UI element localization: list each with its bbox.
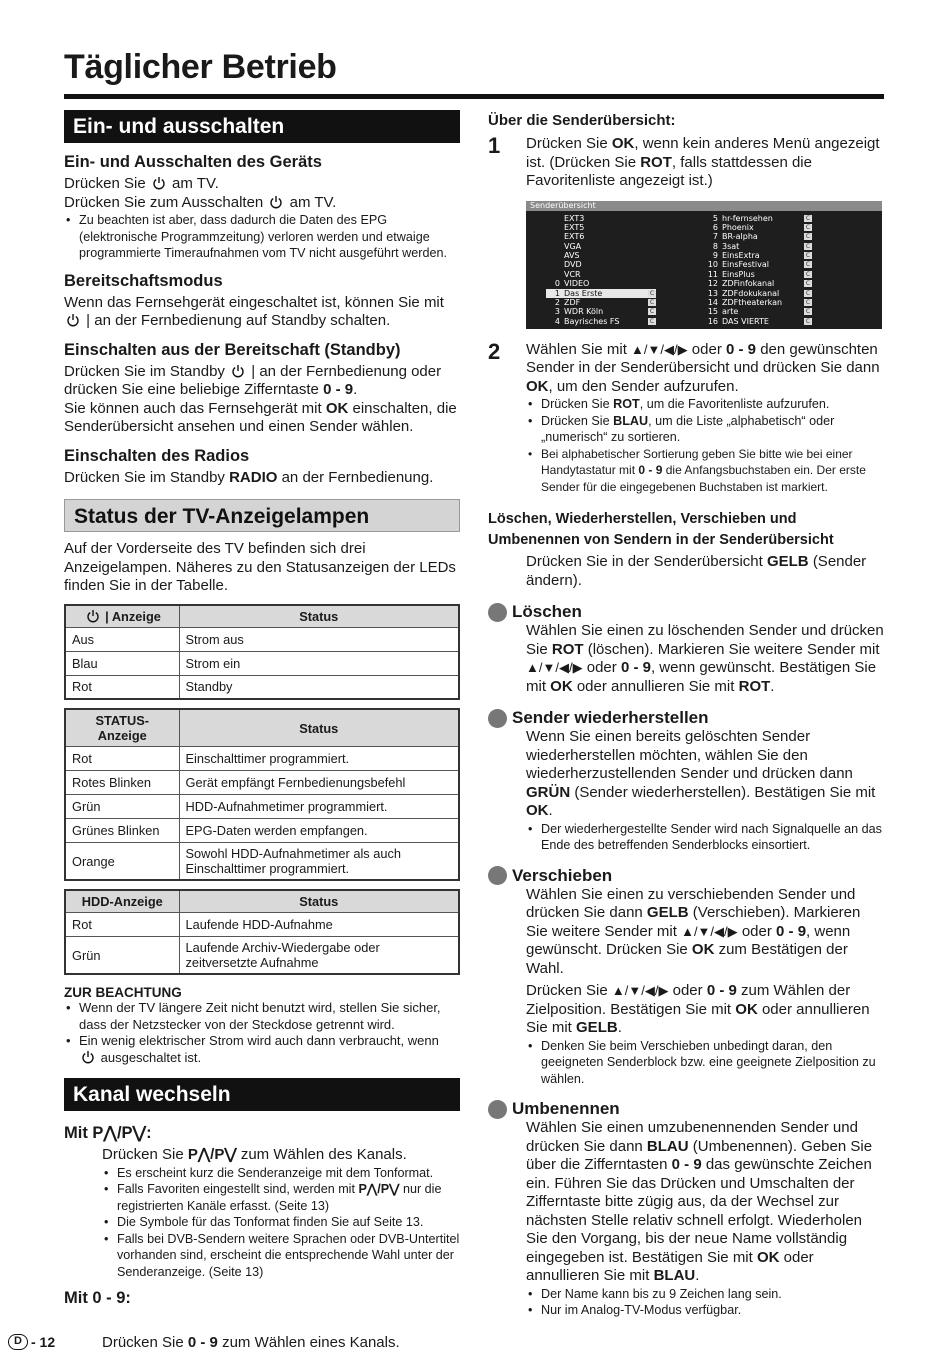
step-number: 2 [488, 338, 501, 364]
heading-umbenennen: Umbenennen [488, 1099, 886, 1119]
note-bullet: • Wenn der TV längere Zeit nicht benutzt wird, stellen Sie sicher, dass der Netzstecker von der Steckdose getrennt wird. [64, 1000, 460, 1033]
osd-channel-item: VCR [564, 269, 581, 279]
section-kanal-wechseln: Kanal wechseln [64, 1078, 460, 1111]
heading-standby: Einschalten aus der Bereitschaft (Standby) [64, 340, 401, 359]
table-header: Status [179, 605, 459, 628]
osd-c-badge: C [649, 299, 655, 307]
text-kanal-0-9: Drücken Sie 0 - 9 zum Wählen eines Kanals. [102, 1334, 400, 1351]
text-kanal-p: Drücken Sie P⋀/P⋁ zum Wählen des Kanals. [102, 1146, 407, 1163]
osd-c-badge: C [805, 242, 811, 250]
osd-title: Senderübersicht [526, 201, 882, 211]
heading-radio: Einschalten des Radios [64, 446, 250, 465]
text-umbenennen: Wählen Sie einen umzubenennenden Sender und drücken Sie dann BLAU (Umbenennen). Geben Sie über die Zifferntasten 0 - 9 das gewünschte Zeichen ein. Führen Sie das Drücken und Umschalten der Zifferntaste bitte zügig aus, da der Wechsel zur nächsten Stelle relativ schnell erfolgt. Wiederholen Sie den Vorgang, bis der neue Name vollständig eingegeben ist. Bestätigen Sie mit OK oder annullieren Sie mit BLAU. [526, 1119, 873, 1284]
table-hdd-indicator [64, 889, 460, 975]
table-row: Grün HDD-Aufnahmetimer programmiert. [65, 795, 459, 819]
step-text: Wählen Sie mit ▲/▼/◀/▶ oder 0 - 9 den gewünschten Sender in der Senderübersicht und drücken Sie dann OK, um den Sender aufzurufen. [526, 340, 880, 395]
bullet-kanal: • Falls bei DVB-Sendern weitere Sprachen oder DVB-Untertitel vorhanden sind, erscheint die entsprechende Wahl unter der Senderanzeige. (Seite 13) [102, 1231, 460, 1281]
osd-column-right [704, 214, 812, 327]
language-badge: D [8, 1334, 28, 1350]
osd-channel-item: 13 ZDFdokukanal C [707, 288, 811, 298]
table-row: Rotes Blinken Gerät empfängt Fernbedienungsbefehl [65, 771, 459, 795]
bullet-kanal: • Es erscheint kurz die Senderanzeige mit dem Tonformat. [102, 1165, 460, 1182]
heading-sender-bearbeiten: Löschen, Wiederherstellen, Verschieben und Umbenennen von Sendern in der Senderübersicht [488, 511, 834, 548]
text-power-on: Drücken Sie am TV. [64, 175, 219, 192]
osd-channel-item: 16 DAS VIERTE C [707, 316, 811, 326]
heading-verschieben: Verschieben [488, 866, 886, 886]
bullet-circle-icon [488, 1100, 507, 1119]
osd-channel-item: AVS [564, 251, 580, 261]
power-icon [231, 364, 245, 378]
osd-channel-item: 8 3sat C [712, 241, 811, 251]
table-row: Rot Einschalttimer programmiert. [65, 747, 459, 771]
heading-ein-aus-geraet: Ein- und Ausschalten des Geräts [64, 153, 322, 171]
left-column [64, 110, 460, 1311]
osd-channel-item: 14 ZDFtheaterkan C [707, 298, 811, 308]
table-row: Grünes Blinken EPG-Daten werden empfangen. [65, 819, 459, 843]
osd-c-badge: C [805, 261, 811, 269]
table-row: Blau Strom ein [65, 651, 459, 675]
text-radio: Drücken Sie im Standby RADIO an der Fernbedienung. [64, 468, 434, 486]
osd-c-badge: C [805, 289, 811, 297]
page-title: Täglicher Betrieb [64, 48, 337, 86]
osd-c-badge: C [805, 252, 811, 260]
step-2 [488, 338, 886, 496]
bullet-epg: • Zu beachten ist aber, dass dadurch die Daten des EPG (elektronische Programmzeitung) verloren werden und etwaige programmierte Timeraufnahmen vom TV nicht ausgeführt werden. [64, 212, 460, 262]
power-icon [152, 176, 166, 190]
bullet-step2: • Bei alphabetischer Sortierung geben Sie bitte wie bei einer Handytastatur mit 0 - 9 die Anfangsbuchstaben ein. Der erste Sender für die eingegebenen Buchstaben ist markiert. [526, 446, 886, 496]
step-1 [488, 135, 886, 191]
text-bereitschaft: Wenn das Fernsehgerät eingeschaltet ist, können Sie mit | an der Fernbedienung auf Standby schalten. [64, 293, 444, 329]
power-icon [86, 609, 100, 623]
heading-loeschen: Löschen [488, 602, 886, 622]
table-status-indicator [64, 708, 460, 881]
osd-c-badge: C [805, 233, 811, 241]
text-loeschen: Wählen Sie einen zu löschenden Sender und drücken Sie ROT (löschen). Markieren Sie weitere Sender mit ▲/▼/◀/▶ oder 0 - 9, wenn gewünscht. Bestätigen Sie mit OK oder annullieren Sie mit ROT. [526, 622, 884, 695]
section-ein-ausschalten: Ein- und ausschalten [64, 110, 460, 143]
note-heading: ZUR BEACHTUNG [64, 985, 182, 1000]
note-bullet: • Ein wenig elektrischer Strom wird auch dann verbraucht, wenn ausgeschaltet ist. [64, 1033, 460, 1066]
text-sender-aendern: Drücken Sie in der Senderübersicht GELB (Sender ändern). [526, 553, 867, 589]
osd-c-badge: C [805, 214, 811, 222]
bullet-circle-icon [488, 866, 507, 885]
osd-c-badge: C [649, 317, 655, 325]
osd-channel-item: 5 hr-fernsehen C [712, 213, 811, 223]
power-icon [66, 313, 80, 327]
osd-c-badge: C [805, 308, 811, 316]
bullet-circle-icon [488, 709, 507, 728]
osd-c-badge: C [805, 270, 811, 278]
page-footer [8, 1334, 55, 1350]
heading-bereitschaft: Bereitschaftsmodus [64, 271, 223, 290]
page-number: - 12 [31, 1334, 56, 1350]
osd-channel-item: EXT3 [564, 213, 585, 223]
bullet-umbenennen: • Der Name kann bis zu 9 Zeichen lang sein. [526, 1286, 886, 1303]
table-power-indicator [64, 604, 460, 701]
section-status-lampen: Status der TV-Anzeigelampen [64, 499, 460, 532]
heading-mit-0-9: Mit 0 - 9: [64, 1289, 131, 1307]
table-row: Aus Strom aus [65, 627, 459, 651]
osd-channel-item: 15 arte C [707, 307, 811, 317]
text-wiederherstellen: Wenn Sie einen bereits gelöschten Sender wiederherstellen möchten, wählen Sie den wiederherzustellenden Sender und drücken dann GRÜN (Sender wiederherstellen). Bestätigen Sie mit OK. [526, 728, 876, 819]
bullet-wiederherstellen: • Der wiederhergestellte Sender wird nach Signalquelle an das Ende des betreffenden Senderblocks einsortiert. [526, 821, 886, 854]
step-number: 1 [488, 133, 501, 158]
table-header: Status [179, 890, 459, 913]
step-text: Drücken Sie OK, wenn kein anderes Menü angezeigt ist. (Drücken Sie ROT, falls stattdessen die Favoritenliste angezeigt ist.) [526, 135, 880, 189]
osd-channel-item: 6 Phoenix C [712, 222, 811, 232]
bullet-verschieben: • Denken Sie beim Verschieben unbedingt daran, den geeigneten Senderblock bzw. eine geeignete Zielposition zu wählen. [526, 1038, 886, 1088]
table-row: Orange Sowohl HDD-Aufnahmetimer als auch Einschalttimer programmiert. [65, 843, 459, 881]
osd-channel-item: 1 Das Erste C [546, 289, 656, 298]
table-header: HDD-Anzeige [65, 890, 179, 913]
table-row: Rot Standby [65, 675, 459, 699]
table-header: | Anzeige [65, 605, 179, 628]
osd-c-badge: C [805, 280, 811, 288]
osd-c-badge: C [649, 308, 655, 316]
osd-channel-item: 2 ZDF C [554, 298, 655, 308]
osd-channel-item: 0 VIDEO [554, 279, 590, 289]
osd-c-badge: C [649, 289, 655, 297]
bullet-circle-icon [488, 603, 507, 622]
osd-channel-item: DVD [564, 260, 582, 270]
osd-c-badge: C [805, 317, 811, 325]
osd-c-badge: C [805, 223, 811, 231]
table-header: Status [179, 709, 459, 747]
channel-list-screenshot [526, 201, 882, 329]
bullet-kanal: • Falls Favoriten eingestellt sind, werden mit P⋀/P⋁ nur die registrierten Kanäle erfasst. (Seite 13) [102, 1181, 460, 1214]
text-status-intro: Auf der Vorderseite des TV befinden sich drei Anzeigelampen. Näheres zu den Statusanzeigen der LEDs finden Sie in der Tabelle. [64, 540, 456, 594]
heading-senderuebersicht: Über die Senderübersicht: [488, 112, 676, 129]
heading-wiederherstellen: Sender wiederherstellen [488, 708, 886, 728]
table-row: Grün Laufende Archiv-Wiedergabe oder zeitversetzte Aufnahme [65, 937, 459, 975]
power-icon [269, 195, 283, 209]
table-row: Rot Laufende HDD-Aufnahme [65, 913, 459, 937]
bullet-umbenennen: • Nur im Analog-TV-Modus verfügbar. [526, 1302, 886, 1319]
osd-channel-item: VGA [564, 241, 582, 251]
right-column [488, 110, 886, 1319]
osd-channel-item: 10 EinsFestival C [707, 260, 811, 270]
table-header: STATUS-Anzeige [65, 709, 179, 747]
osd-channel-item: EXT6 [564, 232, 585, 242]
title-rule [64, 94, 884, 99]
text-verschieben: Wählen Sie einen zu verschiebenden Sender und drücken Sie dann GELB (Verschieben). Markieren Sie weitere Sender mit ▲/▼/◀/▶ oder 0 - 9, wenn gewünscht. Drücken Sie OK zum Bestätigen der Wahl. [526, 885, 861, 977]
osd-c-badge: C [805, 299, 811, 307]
text-verschieben-ziel: Drücken Sie ▲/▼/◀/▶ oder 0 - 9 zum Wählen der Zielposition. Bestätigen Sie mit OK oder annullieren Sie mit GELB. [526, 982, 870, 1036]
osd-channel-item: 9 EinsExtra C [712, 251, 811, 261]
power-icon [81, 1050, 95, 1064]
osd-channel-item: 4 Bayrisches FS C [554, 316, 655, 326]
osd-channel-item: 7 BR-alpha C [712, 232, 811, 242]
text-power-off: Drücken Sie zum Ausschalten am TV. [64, 193, 337, 211]
osd-channel-item: EXT5 [564, 222, 585, 232]
osd-channel-item: 12 ZDFinfokanal C [707, 279, 811, 289]
bullet-kanal: • Die Symbole für das Tonformat finden Sie auf Seite 13. [102, 1214, 460, 1231]
osd-channel-item: 11 EinsPlus C [707, 269, 811, 279]
heading-mit-p: Mit P⋀/P⋁: [64, 1124, 152, 1142]
bullet-step2: • Drücken Sie BLAU, um die Liste „alphabetisch“ oder „numerisch“ zu sortieren. [526, 413, 886, 446]
bullet-step2: • Drücken Sie ROT, um die Favoritenliste aufzurufen. [526, 396, 886, 413]
text-standby: Drücken Sie im Standby | an der Fernbedienung oder drücken Sie eine beliebige Zifferntaste 0 - 9. Sie können auch das Fernsehgerät mit OK einschalten, die Senderübersicht ansehen und einen Sender wählen. [64, 362, 457, 435]
osd-channel-item: 3 WDR Köln C [554, 307, 655, 317]
osd-column-left [546, 214, 656, 327]
